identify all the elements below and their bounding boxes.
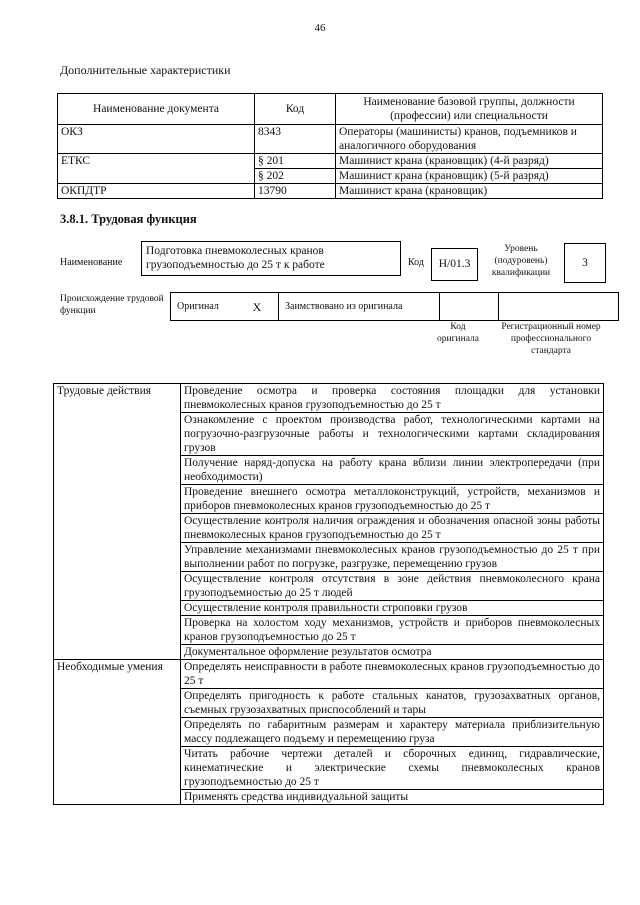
name-label: Наименование <box>60 257 123 268</box>
item-cell: Ознакомление с проектом производства работ, технологическими картами на погрузочно-разгрузочные работы и технологическими картами складирования грузов <box>181 413 604 456</box>
item-cell: Проведение осмотра и проверка состояния площадки для установки пневмоколесных кранов грузоподъемностью до 25 т <box>181 384 604 413</box>
header-document-name: Наименование документа <box>58 94 255 125</box>
reg-number-label: Регистрационный номер профессионального стандарта <box>501 322 601 356</box>
item-cell: Управление механизмами пневмоколесных кранов грузоподъемностью до 25 т при выполнении работ по погрузке, разгрузке, перемещению грузов <box>181 543 604 572</box>
function-code-box: H/01.3 <box>431 248 478 281</box>
function-name-box: Подготовка пневмоколесных кранов грузоподъемностью до 25 т к работе <box>141 241 401 276</box>
header-code: Код <box>255 94 336 125</box>
origin-table <box>170 292 619 321</box>
doc-cell: ОКПДТР <box>58 184 255 199</box>
item-cell: Определять пригодность к работе стальных канатов, грузозахватных органов, съемных грузозахватных приспособлений и тары <box>181 689 604 718</box>
doc-cell: ЕТКС <box>58 154 255 184</box>
header-group-name: Наименование базовой группы, должности (профессии) или специальности <box>336 94 603 125</box>
reg-number-cell <box>499 293 619 321</box>
table-row <box>58 125 603 154</box>
code-original-label: Код оригинала <box>437 322 479 344</box>
qualification-level-box: 3 <box>564 243 606 283</box>
table-row <box>54 384 604 413</box>
name-cell: Машинист крана (крановщик) (5-й разряд) <box>336 169 603 184</box>
original-mark: X <box>236 293 279 321</box>
item-cell: Осуществление контроля правильности строповки грузов <box>181 601 604 616</box>
item-cell: Читать рабочие чертежи деталей и сборочных единиц, гидравлические, кинематические и электрические схемы пневмоколесных кранов грузоподъемностью до 25 т <box>181 747 604 790</box>
code-cell: § 202 <box>255 169 336 184</box>
page-number: 46 <box>314 22 326 34</box>
item-cell: Определять неисправности в работе пневмоколесных кранов грузоподъемностью до 25 т <box>181 660 604 689</box>
code-cell: 13790 <box>255 184 336 199</box>
item-cell: Осуществление контроля наличия ограждения и обозначения опасной зоны работы пневмоколесных кранов грузоподъемностью до 25 т <box>181 514 604 543</box>
code-original-cell <box>440 293 499 321</box>
doc-cell: ОКЗ <box>58 125 255 154</box>
name-cell: Машинист крана (крановщик) <box>336 184 603 199</box>
item-cell: Документальное оформление результатов осмотра <box>181 645 604 660</box>
item-cell: Проверка на холостом ходу механизмов, устройств и приборов пневмоколесных кранов грузоподъемностью до 25 т <box>181 616 604 645</box>
characteristics-table <box>57 93 603 199</box>
qualification-level-label: Уровень (подуровень) квалификации <box>491 244 551 278</box>
item-cell: Получение наряд-допуска на работу крана вблизи линии электропередачи (при необходимости) <box>181 456 604 485</box>
table-row <box>58 154 603 169</box>
original-label: Оригинал <box>171 293 237 321</box>
name-cell: Операторы (машинисты) кранов, подъемников и аналогичного оборудования <box>336 125 603 154</box>
borrowed-label: Заимствовано из оригинала <box>279 293 440 321</box>
table-row <box>58 184 603 199</box>
item-cell: Применять средства индивидуальной защиты <box>181 790 604 805</box>
characteristics-header-row <box>58 94 603 125</box>
labor-actions-table <box>53 383 604 805</box>
section-title-cell: Трудовые действия <box>54 384 181 660</box>
code-cell: 8343 <box>255 125 336 154</box>
item-cell: Осуществление контроля отсутствия в зоне действия пневмоколесного крана грузоподъемностью до 25 т людей <box>181 572 604 601</box>
section-title-cell: Необходимые умения <box>54 660 181 805</box>
additional-characteristics-title: Дополнительные характеристики <box>60 63 231 77</box>
name-cell: Машинист крана (крановщик) (4-й разряд) <box>336 154 603 169</box>
code-cell: § 201 <box>255 154 336 169</box>
labor-function-title: 3.8.1. Трудовая функция <box>60 212 197 226</box>
item-cell: Определять по габаритным размерам и характеру материала приблизительную массу подлежащего подъему и перемещению груза <box>181 718 604 747</box>
item-cell: Проведение внешнего осмотра металлоконструкций, устройств, механизмов и приборов пневмоколесных кранов грузоподъемностью до 25 т <box>181 485 604 514</box>
origin-label: Происхождение трудовой функции <box>60 294 164 316</box>
table-row <box>54 660 604 689</box>
code-label: Код <box>408 257 424 268</box>
